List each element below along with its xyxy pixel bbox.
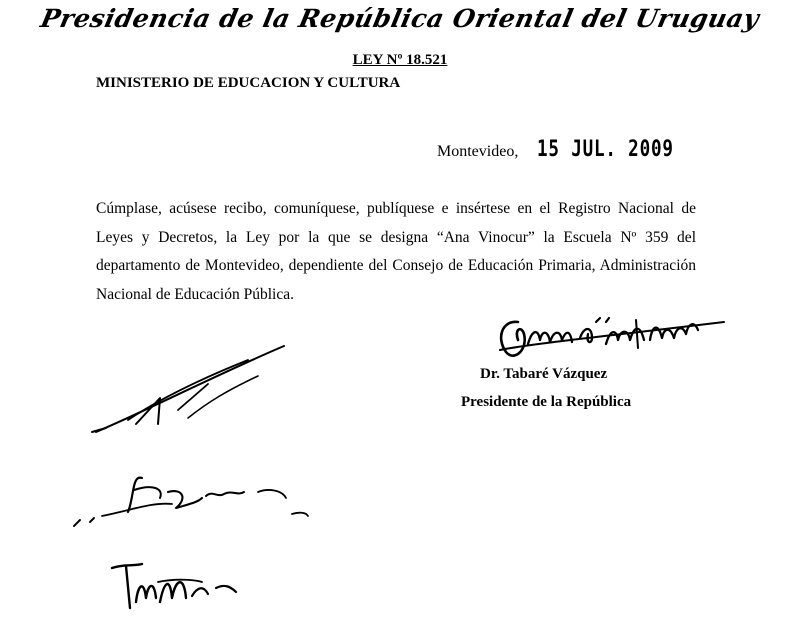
president-signature bbox=[488, 300, 728, 372]
letterhead-title: Presidencia de la República Oriental del Uruguay bbox=[38, 4, 762, 33]
minister-signature-2 bbox=[72, 468, 322, 538]
minister-signature-1 bbox=[88, 340, 288, 440]
ministry-name: MINISTERIO DE EDUCACION Y CULTURA bbox=[96, 75, 401, 91]
decree-body-text: Cúmplase, acúsese recibo, comuníquese, publíquese e insértese en el Registro Nacional de Leyes y Decretos, la Ley por la que se designa “Ana Vinocur” la Escuela Nº 359 del departamento de Montevideo, dependiente del Consejo de Educación Primaria, Administración Nacional de Educación Pública. bbox=[96, 200, 696, 303]
dateline-place: Montevideo, bbox=[437, 143, 519, 160]
minister-signature-3 bbox=[106, 558, 256, 618]
date-stamp: 15 JUL. 2009 bbox=[537, 137, 674, 162]
signatory-title: Presidente de la República bbox=[461, 394, 632, 410]
law-number: LEY Nº 18.521 bbox=[352, 52, 448, 68]
signatory-name: Dr. Tabaré Vázquez bbox=[480, 366, 608, 382]
